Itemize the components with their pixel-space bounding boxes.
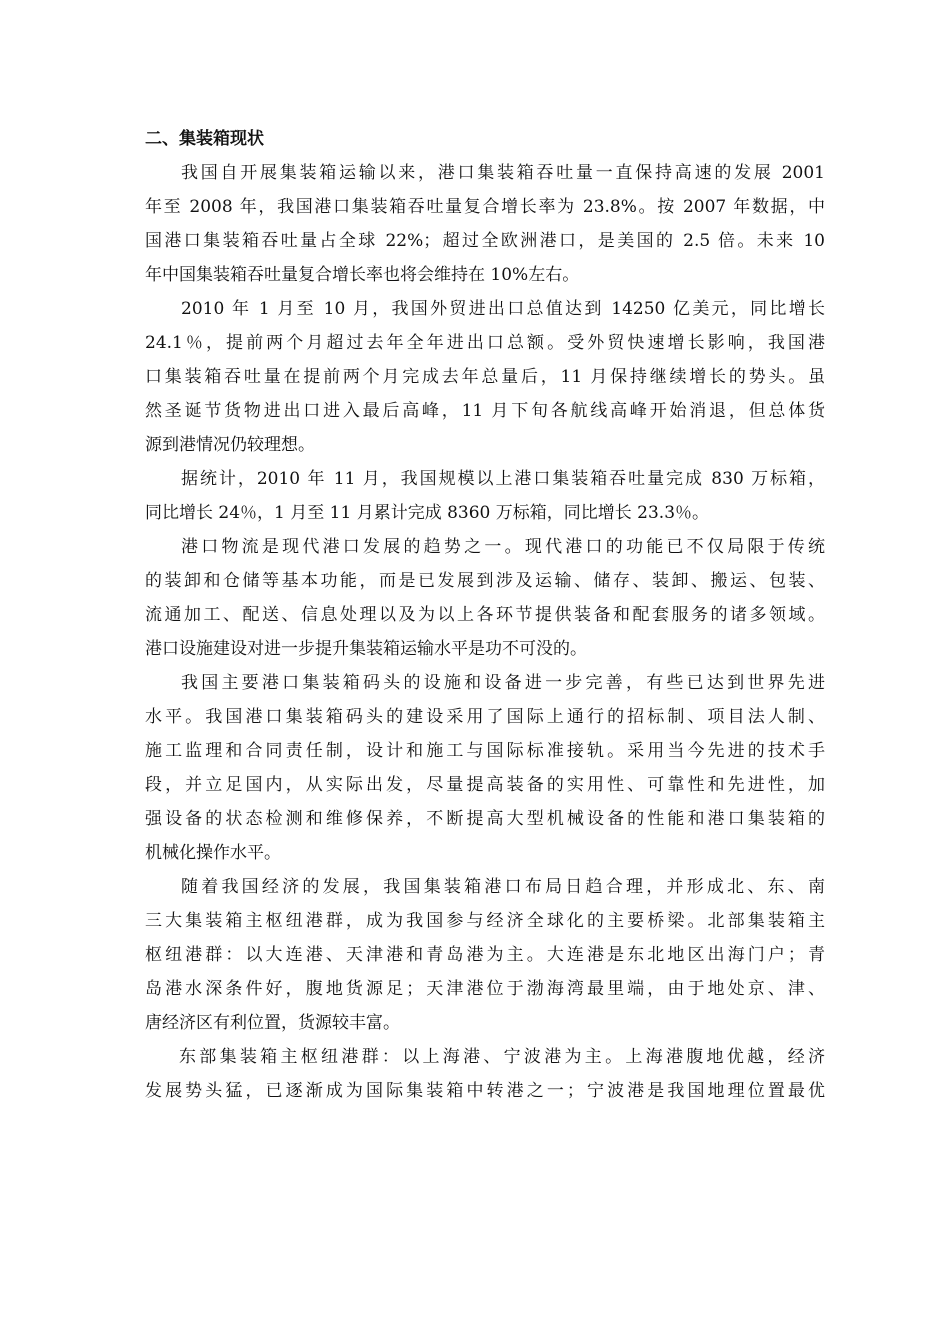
paragraph-line: 源到港情况仍较理想。 xyxy=(145,435,315,455)
paragraph-line: 口集装箱吞吐量在提前两个月完成去年总量后，11 月保持继续增长的势头。虽 xyxy=(145,367,825,387)
paragraph-line: 的装卸和仓储等基本功能，而是已发展到涉及运输、储存、装卸、搬运、包装、 xyxy=(145,571,825,591)
paragraph-line: 港口设施建设对进一步提升集装箱运输水平是功不可没的。 xyxy=(145,639,587,659)
paragraph-line: 港口物流是现代港口发展的趋势之一。现代港口的功能已不仅局限于传统 xyxy=(181,537,825,557)
paragraph-line: 岛港水深条件好，腹地货源足；天津港位于渤海湾最里端，由于地处京、津、 xyxy=(145,979,825,999)
paragraph-line: 年中国集装箱吞吐量复合增长率也将会维持在 10%左右。 xyxy=(145,265,580,285)
paragraph-container-throughput-growth xyxy=(145,156,825,292)
paragraph-line: 唐经济区有利位置，货源较丰富。 xyxy=(145,1013,400,1033)
paragraph-line: 枢纽港群：以大连港、天津港和青岛港为主。大连港是东北地区出海门户；青 xyxy=(145,945,825,965)
paragraph-container-statistics xyxy=(145,462,825,530)
paragraph-container-port-logistics xyxy=(145,530,825,666)
paragraph-line: 据统计，2010 年 11 月，我国规模以上港口集装箱吞吐量完成 830 万标箱， xyxy=(181,469,825,489)
paragraph-line: 我国主要港口集装箱码头的设施和设备进一步完善，有些已达到世界先进 xyxy=(181,673,825,693)
paragraph-line: 2010 年 1 月至 10 月，我国外贸进出口总值达到 14250 亿美元，同比增长 xyxy=(181,299,825,319)
section-heading: 二、集装箱现状 xyxy=(145,129,264,149)
paragraph-line: 同比增长 24％，1 月至 11 月累计完成 8360 万标箱，同比增长 23.3％。 xyxy=(145,503,710,523)
document-body xyxy=(145,122,825,1108)
paragraph-line: 东部集装箱主枢纽港群：以上海港、宁波港为主。上海港腹地优越，经济 xyxy=(179,1047,825,1067)
paragraph-line: 机械化操作水平。 xyxy=(145,843,281,863)
paragraph-line: 然圣诞节货物进出口进入最后高峰，11 月下旬各航线高峰开始消退，但总体货 xyxy=(145,401,825,421)
paragraph-container-terminal-facilities xyxy=(145,666,825,870)
paragraph-container-foreign-trade xyxy=(145,292,825,462)
paragraph-line: 24.1％，提前两个月超过去年全年进出口总额。受外贸快速增长影响，我国港 xyxy=(145,333,825,353)
paragraph-line: 强设备的状态检测和维修保养，不断提高大型机械设备的性能和港口集装箱的 xyxy=(145,809,825,829)
paragraph-line: 发展势头猛，已逐渐成为国际集装箱中转港之一；宁波港是我国地理位置最优 xyxy=(145,1081,825,1101)
paragraph-line: 国港口集装箱吞吐量占全球 22%；超过全欧洲港口，是美国的 2.5 倍。未来 10 xyxy=(145,231,825,251)
paragraph-line: 年至 2008 年，我国港口集装箱吞吐量复合增长率为 23.8%。按 2007 年数据，中 xyxy=(145,197,825,217)
paragraph-line: 随着我国经济的发展，我国集装箱港口布局日趋合理，并形成北、东、南 xyxy=(181,877,825,897)
paragraph-container-eastern-ports xyxy=(145,1040,825,1108)
paragraph-line: 我国自开展集装箱运输以来，港口集装箱吞吐量一直保持高速的发展 2001 xyxy=(181,163,825,183)
paragraph-line: 水平。我国港口集装箱码头的建设采用了国际上通行的招标制、项目法人制、 xyxy=(145,707,825,727)
paragraph-line: 段，并立足国内，从实际出发，尽量提高装备的实用性、可靠性和先进性，加 xyxy=(145,775,825,795)
paragraph-line: 流通加工、配送、信息处理以及为以上各环节提供装备和配套服务的诸多领域。 xyxy=(145,605,825,625)
paragraph-container-northern-ports xyxy=(145,870,825,1040)
paragraph-line: 三大集装箱主枢纽港群，成为我国参与经济全球化的主要桥梁。北部集装箱主 xyxy=(145,911,825,931)
paragraph-line: 施工监理和合同责任制，设计和施工与国际标准接轨。采用当今先进的技术手 xyxy=(145,741,825,761)
